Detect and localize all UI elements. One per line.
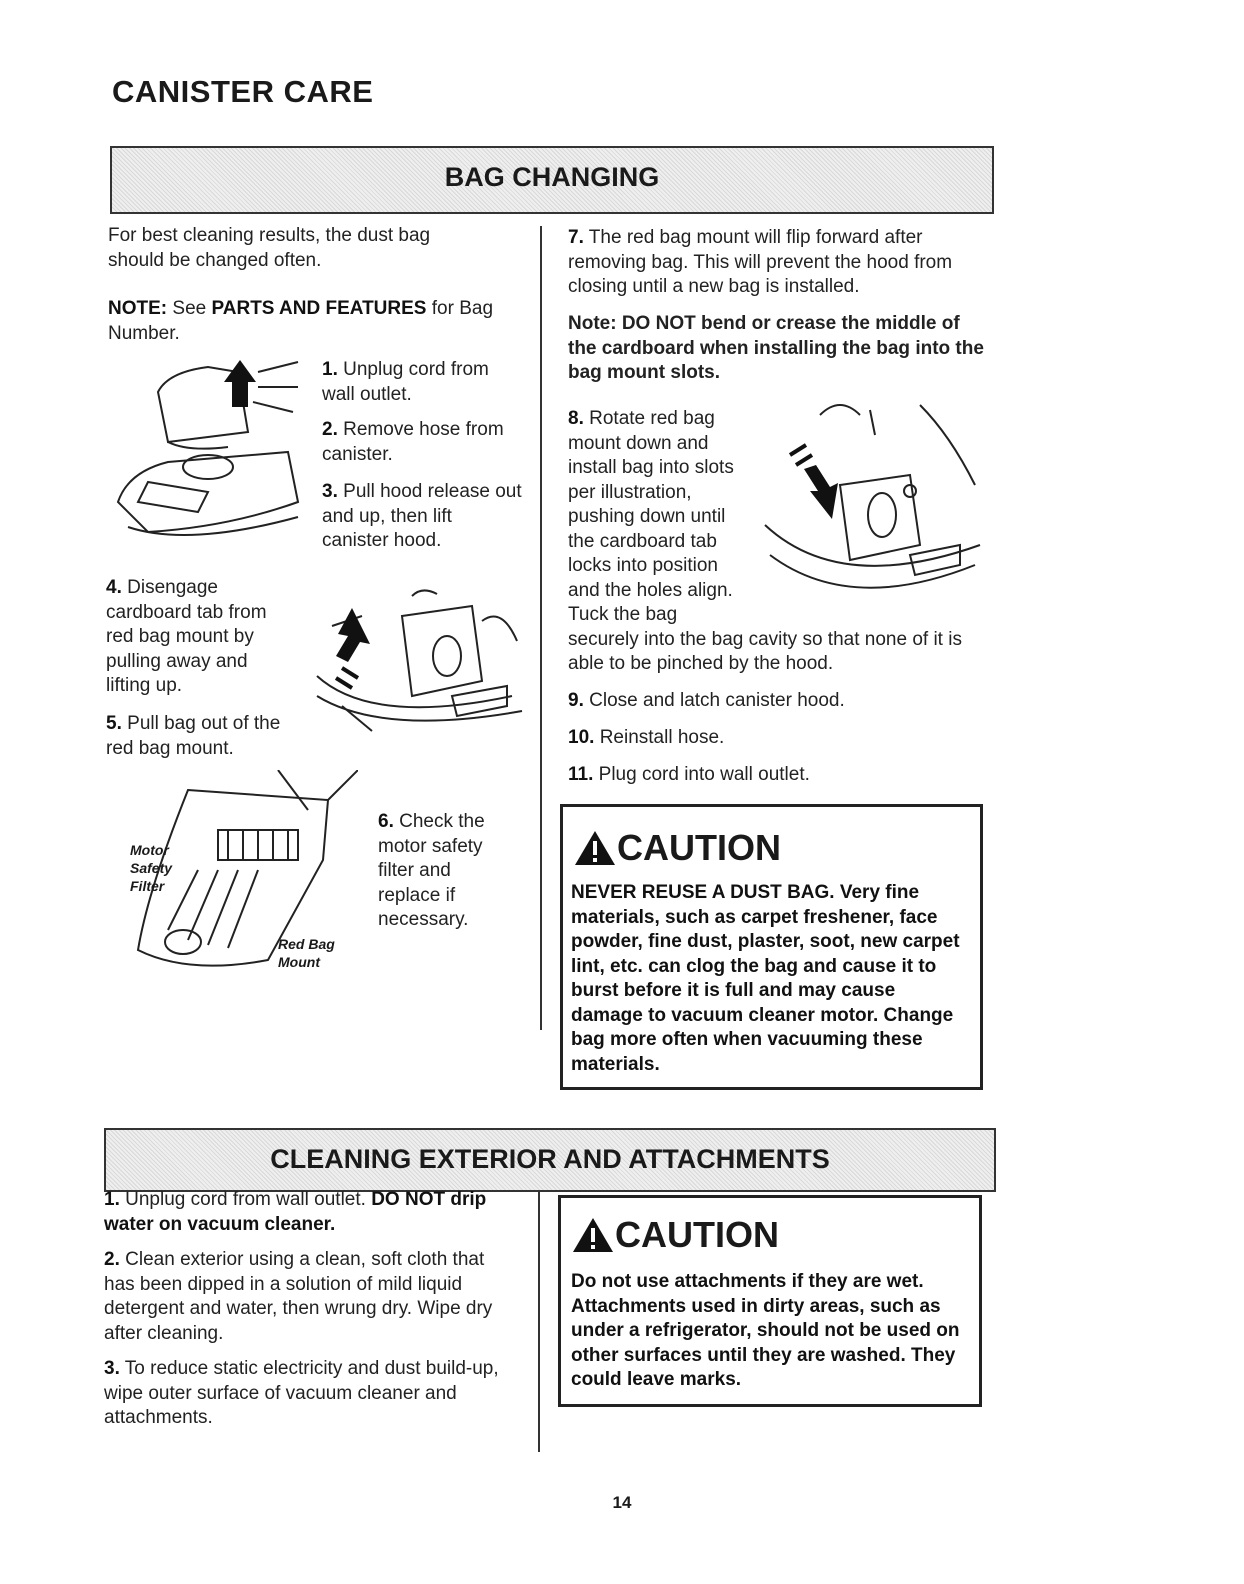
step-8-text: Rotate red bag mount down and install bag into slots per illustration, pushing down until the cardboard tab locks into position and the holes align. Tuck the bag securely into the bag cavity so that none of it is able to be pinched by the hood. [568,408,962,674]
note-rest: for Bag Number. [108,298,494,344]
step-7-num: 7. [568,227,584,248]
note-label: NOTE: [108,298,168,319]
section-heading-cleaning: CLEANING EXTERIOR AND ATTACHMENTS [104,1128,996,1192]
caution-box-bag [560,804,983,1090]
warning-icon [571,1216,615,1254]
cleaning-step-2 [104,1248,504,1346]
step-10-text: Reinstall hose. [599,727,725,748]
cleaning-step-2-num: 2. [104,1249,120,1270]
caution-body-bag: Very fine materials, such as carpet freshener, face powder, fine dust, plaster, soot, new carpet lint, etc. can clog the bag and cause it to burst before it is full and may cause damage to vacuum cleaner motor. Change bag more often when vacuuming these materials. [571,882,960,1075]
step-10 [568,726,978,751]
hood-open-illustration [108,352,308,552]
label-mount: Mount [278,954,320,970]
caution-title-bag: CAUTION [617,827,781,868]
step-9 [568,689,978,714]
cleaning-step-3 [104,1357,514,1431]
step-4 [106,576,291,699]
step-2-text: Remove hose from canister. [322,419,504,465]
label-red-bag: Red Bag [278,936,335,952]
page-number: 14 [612,1493,632,1512]
step-8-illustration-space [748,407,978,615]
step-9-text: Close and latch canister hood. [589,690,845,711]
step-10-num: 10. [568,727,595,748]
caution-heading-attachments [571,1214,979,1256]
page-title: CANISTER CARE [112,74,374,109]
step-3-num: 3. [322,481,338,502]
cleaning-step-1 [104,1188,504,1237]
note-do-not-bend: Note: DO NOT bend or crease the middle of the cardboard when installing the bag into the bag mount slots. [568,313,984,383]
cleaning-step-2-text: Clean exterior using a clean, soft cloth that has been dipped in a solution of mild liquid detergent and water, then wrung dry. Wipe dry after cleaning. [104,1249,493,1344]
label-safety: Safety [130,860,173,876]
step-3 [322,480,522,554]
step-11 [568,763,978,788]
step-11-num: 11. [568,764,594,785]
label-filter: Filter [130,878,165,894]
step-6 [378,810,508,933]
warning-icon [573,829,617,867]
caution-text-attachments: Do not use attachments if they are wet. Attachments used in dirty areas, such as under a refrigerator, should not be used on other surfaces until they are washed. They could leave marks. [571,1271,960,1390]
bag-removal-illustration [312,586,527,746]
section-heading-bag-changing: BAG CHANGING [110,146,994,214]
step-3-text: Pull hood release out and up, then lift canister hood. [322,481,522,551]
step-4-text: Disengage cardboard tab from red bag mount by pulling away and lifting up. [106,577,267,696]
note-see: See [172,298,207,319]
step-1-num: 1. [322,359,338,380]
step-5-text: Pull bag out of the red bag mount. [106,713,281,759]
cleaning-step-1-bold: DO NOT drip water on vacuum cleaner. [104,1189,487,1235]
column-divider [540,226,542,1030]
cleaning-step-1-num: 1. [104,1189,120,1210]
caution-box-attachments [558,1195,982,1407]
step-8-num: 8. [568,408,584,429]
step-6-text: Check the motor safety filter and replace if necessary. [378,811,485,930]
step-7 [568,226,978,300]
step-6-num: 6. [378,811,394,832]
step-9-num: 9. [568,690,584,711]
step-2 [322,418,512,467]
note-parts [108,297,498,346]
caution-heading-bag [573,827,980,869]
step-1 [322,358,522,407]
step-5-num: 5. [106,713,122,734]
column-divider-2 [538,1190,540,1452]
step-4-num: 4. [106,577,122,598]
cleaning-step-3-text: To reduce static electricity and dust build-up, wipe outer surface of vacuum cleaner and attachments. [104,1358,499,1428]
cleaning-step-3-num: 3. [104,1358,120,1379]
note-ref: PARTS AND FEATURES [211,298,427,319]
step-7-text: The red bag mount will flip forward after removing bag. This will prevent the hood from closing until a new bag is installed. [568,227,953,297]
intro-text: For best cleaning results, the dust bag should be changed often. [108,225,431,271]
label-motor: Motor [130,842,169,858]
cleaning-step-1-text: Unplug cord from wall outlet. [125,1189,366,1210]
step-11-text: Plug cord into wall outlet. [598,764,810,785]
step-2-num: 2. [322,419,338,440]
step-8 [568,407,978,677]
step-1-text: Unplug cord from wall outlet. [322,359,489,405]
caution-title-attachments: CAUTION [615,1214,779,1255]
step-5 [106,712,291,761]
caution-text-bag [571,881,972,1077]
caution-lead: NEVER REUSE A DUST BAG. [571,882,835,903]
